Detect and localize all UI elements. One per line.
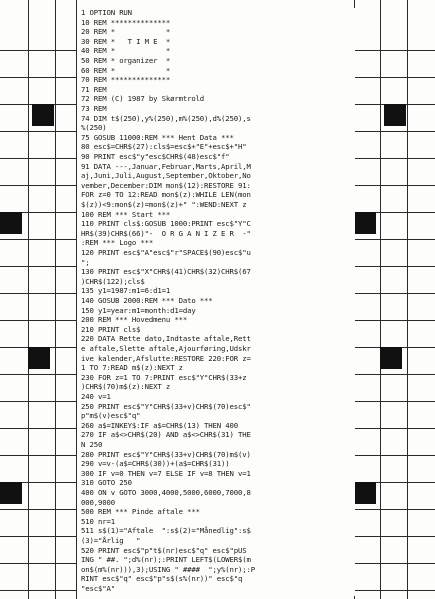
code-line: 290 v=v-(a$=CHR$(30))+(a$=CHR$(31)) — [81, 459, 230, 469]
code-line: 100 REM *** Start *** — [81, 209, 171, 219]
code-line: 280 PRINT esc$"Y"CHR$(33+v)CHR$(70)m$(v) — [81, 449, 251, 459]
code-line: 50 REM * organizer * — [81, 56, 171, 65]
code-line: 20 REM * * — [81, 27, 171, 37]
code-line: %(250) — [81, 123, 107, 133]
code-line: 220 DATA Rette dato,Indtaste aftale,Rett — [81, 334, 251, 344]
code-line: 10 REM ************** — [81, 17, 171, 27]
basic-listing — [76, 8, 355, 596]
code-line: ive kalender,Afslutte:RESTORE 220:FOR z= — [81, 353, 251, 363]
grid-line-horizontal — [354, 320, 435, 321]
grid-line-horizontal — [354, 374, 435, 375]
code-line: 72 REM (C) 1987 by Skørmtrold — [81, 94, 205, 104]
code-line: 230 FOR z=1 TO 7:PRINT esc$"Y"CHR$(33+z — [81, 372, 247, 382]
grid-line-horizontal — [354, 77, 435, 78]
code-line: 520 PRINT esc$"p"t$(nr)esc$"q" esc$"pUS — [81, 545, 247, 555]
grid-line-horizontal — [354, 158, 435, 159]
grid-line-horizontal — [0, 266, 76, 267]
code-line: 110 PRINT cls$:GOSUB 1000:PRINT esc$"Y"C — [81, 219, 251, 229]
code-line: 90 PRINT esc$"y"esc$CHR$(48)esc$"f" — [81, 152, 230, 161]
code-line: 40 REM * * — [81, 46, 171, 56]
code-line: 400 ON v GOTO 3000,4000,5000,6000,7000,8 — [81, 488, 251, 497]
code-line: 1 OPTION RUN — [81, 8, 132, 17]
grid-line-horizontal — [354, 536, 435, 537]
code-line: vember,December:DIM mon$(12):RESTORE 91: — [81, 180, 251, 190]
code-line: )CHR$(122);cls$ — [81, 276, 145, 286]
code-line: 91 DATA ---,Januar,Februar,Marts,April,M — [81, 161, 251, 171]
code-line: 140 GOSUB 2000:REM *** Dato *** — [81, 296, 213, 305]
code-line: 71 REM — [81, 84, 107, 94]
code-line: 70 REM ************** — [81, 75, 171, 85]
code-line: )CHR$(70)m$(z):NEXT z — [81, 382, 171, 392]
code-line: 200 REM *** Hovedmenu *** — [81, 315, 188, 325]
code-line: (3)="Årlig " — [81, 536, 141, 545]
grid-line-horizontal — [354, 563, 435, 564]
code-line: 30 REM * T I M E * — [81, 36, 171, 46]
grid-line-horizontal — [354, 401, 435, 402]
code-line: HR$(39)CHR$(66)"- O R G A N I Z E R -" — [81, 228, 251, 238]
grid-line-horizontal — [354, 266, 435, 267]
grid-line-horizontal — [0, 401, 76, 402]
code-line: 500 REM *** Pinde aftale *** — [81, 507, 200, 517]
grid-line-horizontal — [0, 185, 76, 186]
code-line: FOR z=0 TO 12:READ mon$(z):WHILE LEN(mon — [81, 190, 251, 200]
grid-line-horizontal — [0, 158, 76, 159]
code-line: RINT esc$"q" esc$"p"s$(s%(nr))" esc$"q — [81, 574, 243, 584]
filled-grid-square — [32, 104, 54, 126]
grid-line-horizontal — [0, 320, 76, 321]
code-line: :REM *** Logo *** — [81, 238, 154, 248]
code-line: 000,9000 — [81, 497, 115, 507]
grid-line-horizontal — [0, 239, 76, 240]
code-line: N 250 — [81, 440, 103, 449]
code-line: 250 PRINT esc$"Y"CHR$(33+v)CHR$(70)esc$" — [81, 401, 251, 411]
filled-grid-square — [0, 212, 22, 234]
grid-line-horizontal — [354, 455, 435, 456]
code-line: 75 GOSUB 11000:REM *** Hent Data *** — [81, 132, 234, 142]
grid-line-horizontal — [0, 563, 76, 564]
grid-line-horizontal — [0, 590, 76, 591]
grid-line-horizontal — [354, 185, 435, 186]
code-line: 60 REM * * — [81, 65, 171, 75]
code-line: 74 DIM t$(250),y%(250),m%(250),d%(250),s — [81, 113, 251, 123]
grid-line-horizontal — [0, 77, 76, 78]
filled-grid-square — [354, 482, 376, 504]
grid-line-horizontal — [0, 293, 76, 294]
code-line: 300 IF v=0 THEN v=7 ELSE IF v=8 THEN v=1 — [81, 468, 251, 478]
grid-line-horizontal — [354, 293, 435, 294]
code-line: 310 GOTO 250 — [81, 478, 132, 488]
code-line: "; — [81, 257, 90, 267]
code-line: 260 a$=INKEY$:IF a$=CHR$(13) THEN 400 — [81, 420, 238, 430]
grid-line-horizontal — [0, 50, 76, 51]
filled-grid-square — [0, 482, 22, 504]
grid-line-horizontal — [0, 428, 76, 429]
filled-grid-square — [354, 212, 376, 234]
grid-line-horizontal — [354, 50, 435, 51]
code-line: "esc$"A" — [81, 584, 115, 593]
grid-line-horizontal — [0, 455, 76, 456]
code-line: 120 PRINT esc$"A"esc$"r"SPACE$(90)esc$"u — [81, 248, 251, 257]
filled-grid-square — [384, 104, 406, 126]
code-line: 210 PRINT cls$ — [81, 324, 141, 334]
grid-line-horizontal — [0, 509, 76, 510]
code-line: 1 TO 7:READ m$(z):NEXT z — [81, 363, 183, 373]
grid-line-horizontal — [354, 131, 435, 132]
grid-line-horizontal — [354, 428, 435, 429]
code-line: $(z))<9:mon$(z)=mon$(z)+" ":WEND:NEXT z — [81, 200, 247, 209]
code-line: ING " ##. ";d%(nr);:PRINT LEFT$(LOWER$(m — [81, 555, 251, 565]
code-line: 240 v=1 — [81, 392, 111, 401]
filled-grid-square — [380, 347, 402, 369]
code-line: 130 PRINT esc$"X"CHR$(41)CHR$(32)CHR$(67 — [81, 267, 251, 277]
code-line: 80 esc$=CHR$(27):cls$=esc$+"E"+esc$+"H" — [81, 142, 247, 152]
code-line: 135 y1=1987:m1=6:d1=1 — [81, 286, 171, 296]
grid-line-horizontal — [0, 374, 76, 375]
filled-grid-square — [28, 347, 50, 369]
code-line: 510 nr=1 — [81, 516, 115, 526]
grid-line-horizontal — [354, 239, 435, 240]
code-line: e aftale,Slette aftale,Ajourføring,Udskr — [81, 344, 251, 353]
grid-line-horizontal — [354, 509, 435, 510]
code-line: aj,Juni,Juli,August,September,Oktober,No — [81, 171, 251, 181]
code-line: 511 s$(1)="Aftale ":s$(2)="Månedlig":s$ — [81, 526, 251, 536]
code-line: on$(m%(nr))),3);USING " #### ";y%(nr);:P — [81, 564, 255, 574]
code-line: 73 REM — [81, 104, 107, 113]
grid-line-horizontal — [0, 536, 76, 537]
grid-line-horizontal — [354, 590, 435, 591]
code-line: p"m$(v)esc$"q" — [81, 411, 141, 421]
code-line: 270 IF a$<>CHR$(20) AND a$<>CHR$(31) THE — [81, 430, 251, 440]
code-line: 150 y1=year:m1=month:d1=day — [81, 305, 196, 315]
grid-line-horizontal — [0, 131, 76, 132]
